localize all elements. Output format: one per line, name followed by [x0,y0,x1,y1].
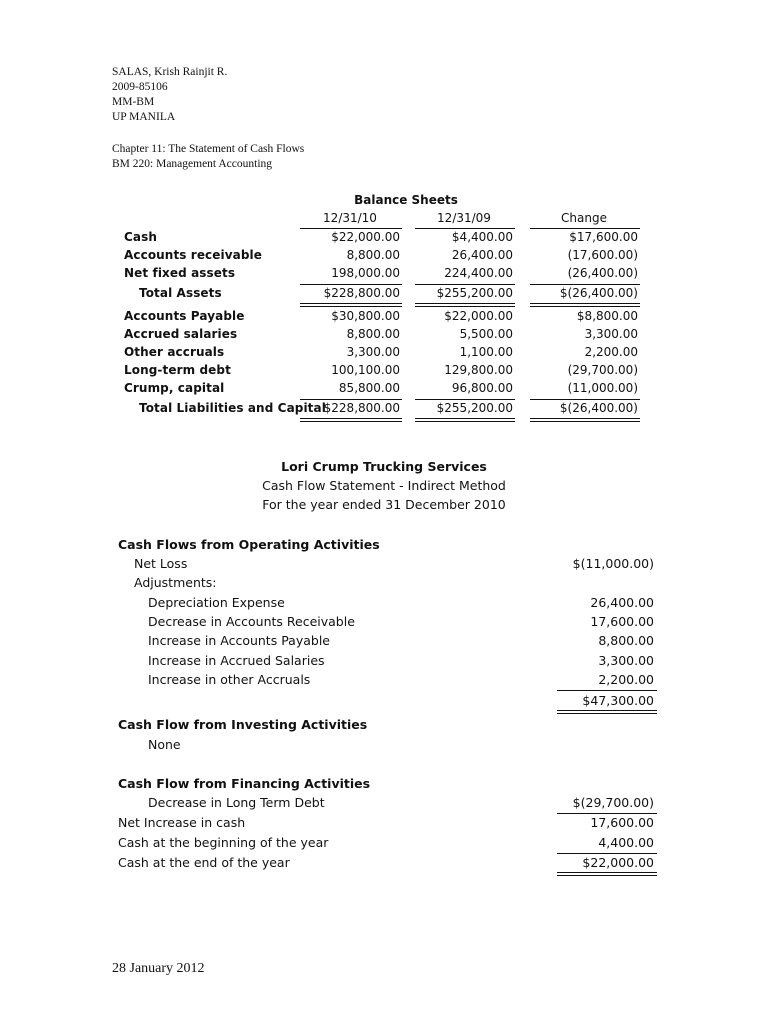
cell: $255,200.00 [436,401,513,415]
amount: 2,200.00 [598,672,654,687]
cell: 26,400.00 [451,248,513,262]
investing-none-row [0,737,768,756]
double-underline [300,418,402,422]
total-assets-row [0,286,768,304]
adjustments-row [0,575,768,594]
divider [415,284,515,285]
statement-title: Cash Flow Statement - Indirect Method [262,478,506,493]
row-label: Net Loss [134,556,188,571]
row-label: Increase in other Accruals [148,672,311,687]
cell: 129,800.00 [444,363,513,377]
table-row [0,327,768,345]
footer-date: 28 January 2012 [112,961,205,976]
total-liabilities-row [0,401,768,419]
course-title: BM 220: Management Accounting [112,158,273,170]
divider [415,228,515,229]
table-row [0,614,768,633]
table-row [0,363,768,381]
table-row [0,633,768,652]
cell: $17,600.00 [569,230,638,244]
cell: $22,000.00 [444,309,513,323]
amount: $(29,700.00) [572,795,654,810]
balance-sheet-column-headers [0,211,768,229]
cell: $228,800.00 [323,286,400,300]
school: UP MANILA [112,111,176,123]
row-label: Cash [124,230,157,244]
balance-sheet-title: Balance Sheets [354,193,458,207]
cell: (29,700.00) [567,363,638,377]
operating-total: $47,300.00 [582,693,654,708]
financing-heading-row [0,776,768,795]
cell: $(26,400.00) [559,286,638,300]
cell: 3,300.00 [584,327,638,341]
row-label: Increase in Accounts Payable [148,633,330,648]
amount: 17,600.00 [590,614,654,629]
cell: 198,000.00 [331,266,400,280]
table-row [0,381,768,399]
divider [300,399,402,400]
row-label: Decrease in Long Term Debt [148,795,325,810]
divider [530,284,640,285]
row-label: None [148,737,181,752]
table-row [0,672,768,691]
cell: $(26,400.00) [559,401,638,415]
amount: 8,800.00 [598,633,654,648]
beginning-cash-row [0,835,768,854]
divider [557,853,657,854]
row-label: Net Increase in cash [118,815,246,830]
cell: 2,200.00 [584,345,638,359]
divider [530,228,640,229]
cell: $4,400.00 [451,230,513,244]
table-row [0,248,768,266]
double-underline [530,303,640,307]
company-name: Lori Crump Trucking Services [281,459,487,474]
operating-heading-row [0,537,768,556]
row-label: Accounts receivable [124,248,262,262]
row-label: Net fixed assets [124,266,236,280]
divider [530,399,640,400]
cell: 224,400.00 [444,266,513,280]
table-row [0,230,768,248]
row-label: Cash at the end of the year [118,855,290,870]
double-underline [530,418,640,422]
amount: 3,300.00 [598,653,654,668]
row-label: Decrease in Accounts Receivable [148,614,355,629]
row-label: Accounts Payable [124,309,245,323]
row-label: Crump, capital [124,381,225,395]
divider [415,399,515,400]
column-header: 12/31/09 [437,211,491,225]
net-increase-row [0,815,768,834]
section-heading: Cash Flow from Investing Activities [118,717,368,732]
row-label: Adjustments: [134,575,217,590]
divider [557,690,657,691]
net-loss-row [0,556,768,575]
row-label: Depreciation Expense [148,595,285,610]
double-underline [415,418,515,422]
student-name: SALAS, Krish Rainjit R. [112,66,228,78]
divider [300,284,402,285]
financing-item-row [0,795,768,814]
chapter-title: Chapter 11: The Statement of Cash Flows [112,143,305,155]
amount: $22,000.00 [582,855,654,870]
amount: 17,600.00 [590,815,654,830]
row-label: Accrued salaries [124,327,238,341]
cell: 100,100.00 [331,363,400,377]
table-row [0,345,768,363]
cell: 85,800.00 [338,381,400,395]
column-header: 12/31/10 [323,211,377,225]
column-header: Change [561,211,607,225]
amount: $(11,000.00) [572,556,654,571]
cell: (11,000.00) [567,381,638,395]
investing-heading-row [0,717,768,736]
row-label: Other accruals [124,345,225,359]
amount: 4,400.00 [598,835,654,850]
cell: 5,500.00 [459,327,513,341]
amount: 26,400.00 [590,595,654,610]
statement-period: For the year ended 31 December 2010 [262,497,506,512]
row-label: Total Assets [139,286,222,300]
double-underline [300,303,402,307]
row-label: Increase in Accrued Salaries [148,653,325,668]
double-underline [415,303,515,307]
table-row [0,595,768,614]
table-row [0,309,768,327]
row-label: Cash at the beginning of the year [118,835,329,850]
divider [557,813,657,814]
program: MM-BM [112,96,155,108]
double-underline [557,710,657,714]
double-underline [557,872,657,876]
table-row [0,653,768,672]
cell: $22,000.00 [331,230,400,244]
cell: (26,400.00) [567,266,638,280]
cell: 96,800.00 [451,381,513,395]
row-label: Total Liabilities and Capital [139,401,326,415]
cell: 3,300.00 [346,345,400,359]
cell: $8,800.00 [576,309,638,323]
table-row [0,266,768,284]
cell: $228,800.00 [323,401,400,415]
row-label: Long-term debt [124,363,231,377]
cell: 8,800.00 [346,248,400,262]
cell: $30,800.00 [331,309,400,323]
section-heading: Cash Flow from Financing Activities [118,776,371,791]
cell: $255,200.00 [436,286,513,300]
divider [300,228,402,229]
section-heading: Cash Flows from Operating Activities [118,537,380,552]
cell: 1,100.00 [459,345,513,359]
cell: 8,800.00 [346,327,400,341]
student-number: 2009-85106 [112,81,168,93]
cell: (17,600.00) [567,248,638,262]
